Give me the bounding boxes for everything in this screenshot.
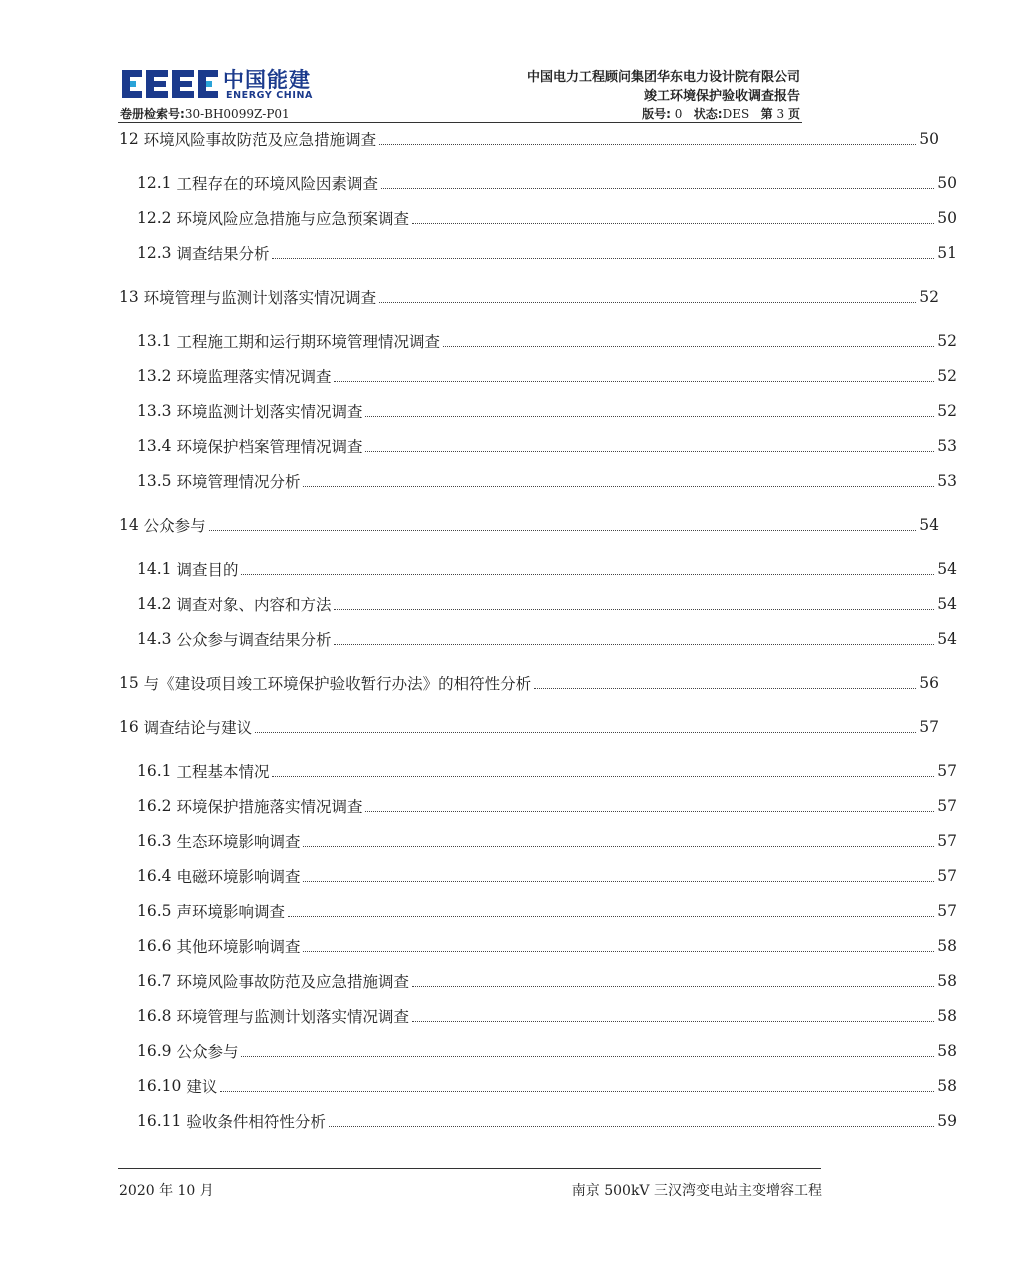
toc-leader (381, 188, 934, 189)
toc-title: 生态环境影响调查 (176, 833, 301, 851)
toc-page: 57 (937, 762, 957, 780)
toc-leader (334, 381, 934, 382)
toc-number: 13.2 (137, 367, 177, 385)
toc-page: 58 (937, 937, 957, 955)
toc-title: 声环境影响调查 (176, 903, 285, 921)
toc-title: 环境保护措施落实情况调查 (176, 798, 363, 816)
toc-entry[interactable] (0, 400, 1029, 422)
logo-english-text: ENERGY CHINA (226, 90, 313, 101)
toc-page: 54 (919, 516, 939, 534)
toc-title: 环境监测计划落实情况调查 (176, 403, 363, 421)
toc-entry[interactable] (0, 1005, 1029, 1027)
toc-page: 52 (937, 367, 957, 385)
toc-entry[interactable] (0, 470, 1029, 492)
toc-entry[interactable] (0, 172, 1029, 194)
toc-title: 验收条件相符性分析 (186, 1113, 326, 1131)
toc-number: 16.9 (137, 1042, 177, 1060)
toc-page: 54 (937, 560, 957, 578)
toc-title: 调查对象、内容和方法 (176, 596, 332, 614)
toc-number: 16.10 (137, 1077, 187, 1095)
toc-number: 16.7 (137, 972, 177, 990)
toc-page: 54 (937, 630, 957, 648)
status-label: 状态: (693, 107, 723, 121)
toc-page: 52 (919, 288, 939, 306)
toc-leader (365, 416, 934, 417)
toc-page: 58 (937, 1042, 957, 1060)
toc-page: 50 (937, 174, 957, 192)
toc-entry[interactable] (0, 128, 1011, 150)
toc-number: 16 (119, 718, 144, 736)
toc-entry[interactable] (0, 242, 1029, 264)
header-divider (118, 122, 802, 123)
toc-number: 16.4 (137, 867, 177, 885)
toc-leader (412, 1021, 934, 1022)
footer-project-name: 南京 500kV 三汉湾变电站主变增容工程 (571, 1183, 822, 1199)
toc-number: 14 (119, 516, 144, 534)
toc-leader (365, 811, 934, 812)
toc-page: 57 (937, 832, 957, 850)
toc-leader (288, 916, 934, 917)
toc-leader (209, 530, 916, 531)
toc-entry[interactable] (0, 1075, 1029, 1097)
toc-title: 环境监理落实情况调查 (176, 368, 332, 386)
toc-entry[interactable] (0, 435, 1029, 457)
toc-title: 建议 (186, 1078, 218, 1096)
toc-leader (303, 846, 934, 847)
toc-entry[interactable] (0, 830, 1029, 852)
toc-page: 58 (937, 1007, 957, 1025)
status-value: DES (722, 107, 750, 121)
toc-number: 13.5 (137, 472, 177, 490)
toc-entry[interactable] (0, 970, 1029, 992)
toc-leader (241, 574, 934, 575)
toc-entry[interactable] (0, 760, 1029, 782)
toc-entry[interactable] (0, 1110, 1029, 1132)
toc-number: 16.5 (137, 902, 177, 920)
company-name: 中国电力工程顾问集团华东电力设计院有限公司 (526, 70, 800, 85)
toc-entry[interactable] (0, 1040, 1029, 1062)
toc-entry[interactable] (0, 207, 1029, 229)
toc-title: 其他环境影响调查 (176, 938, 301, 956)
toc-entry[interactable] (0, 900, 1029, 922)
toc-page: 50 (919, 130, 939, 148)
toc-leader (329, 1126, 934, 1127)
toc-leader (334, 609, 934, 610)
toc-number: 13.4 (137, 437, 177, 455)
toc-leader (220, 1091, 934, 1092)
toc-leader (303, 881, 934, 882)
toc-number: 13.1 (137, 332, 177, 350)
toc-leader (272, 776, 934, 777)
toc-title: 与《建设项目竣工环境保护验收暂行办法》的相符性分析 (143, 675, 532, 693)
toc-number: 15 (119, 674, 144, 692)
toc-page: 57 (919, 718, 939, 736)
toc-entry[interactable] (0, 716, 1011, 738)
toc-number: 16.1 (137, 762, 177, 780)
toc-leader (534, 688, 916, 689)
report-title: 竣工环境保护验收调查报告 (643, 89, 800, 104)
toc-leader (303, 486, 934, 487)
toc-title: 环境保护档案管理情况调查 (176, 438, 363, 456)
toc-title: 电磁环境影响调查 (176, 868, 301, 886)
toc-entry[interactable] (0, 935, 1029, 957)
version-info (642, 105, 800, 122)
toc-title: 调查结论与建议 (143, 719, 253, 737)
toc-number: 16.2 (137, 797, 177, 815)
toc-title: 环境风险事故防范及应急措施调查 (143, 131, 377, 149)
toc-entry[interactable] (0, 865, 1029, 887)
toc-title: 环境管理与监测计划落实情况调查 (143, 289, 377, 307)
toc-entry[interactable] (0, 672, 1011, 694)
toc-number: 14.1 (137, 560, 177, 578)
toc-number: 12.3 (137, 244, 177, 262)
toc-title: 工程施工期和运行期环境管理情况调查 (176, 333, 440, 351)
toc-leader (241, 1056, 934, 1057)
volume-index (120, 105, 290, 122)
toc-page: 58 (937, 1077, 957, 1095)
toc-number: 16.6 (137, 937, 177, 955)
volume-index-label: 卷册检索号: (120, 107, 185, 121)
toc-number: 16.8 (137, 1007, 177, 1025)
toc-leader (443, 346, 934, 347)
toc-entry[interactable] (0, 628, 1029, 650)
toc-page: 57 (937, 797, 957, 815)
toc-page: 50 (937, 209, 957, 227)
version-value: 0 (674, 107, 683, 121)
page-suffix: 页 (787, 107, 800, 121)
toc-number: 13.3 (137, 402, 177, 420)
toc-number: 16.3 (137, 832, 177, 850)
toc-title: 调查结果分析 (176, 245, 270, 263)
version-label: 版号: (642, 107, 671, 121)
toc-page: 57 (937, 867, 957, 885)
toc-number: 12 (119, 130, 144, 148)
toc-number: 12.2 (137, 209, 177, 227)
toc-entry[interactable] (0, 795, 1029, 817)
toc-page: 53 (937, 437, 957, 455)
toc-page: 59 (937, 1112, 957, 1130)
toc-number: 16.11 (137, 1112, 187, 1130)
page-prefix: 第 (760, 107, 773, 121)
toc-page: 57 (937, 902, 957, 920)
footer-date: 2020 年 10 月 (119, 1183, 214, 1199)
toc-number: 14.3 (137, 630, 177, 648)
toc-title: 公众参与 (143, 517, 206, 535)
toc-page: 52 (937, 332, 957, 350)
toc-page: 56 (919, 674, 939, 692)
toc-page: 58 (937, 972, 957, 990)
toc-title: 公众参与调查结果分析 (176, 631, 332, 649)
toc-leader (379, 302, 916, 303)
toc-title: 工程存在的环境风险因素调查 (176, 175, 378, 193)
volume-index-value: 30-BH0099Z-P01 (184, 107, 290, 121)
toc-number: 12.1 (137, 174, 177, 192)
toc-leader (412, 223, 934, 224)
logo-chinese-text: 中国能建 (223, 68, 311, 92)
toc-number: 13 (119, 288, 144, 306)
footer-divider (118, 1168, 821, 1169)
toc-leader (365, 451, 934, 452)
toc-entry[interactable] (0, 286, 1011, 308)
toc-leader (272, 258, 934, 259)
toc-leader (412, 986, 934, 987)
toc-number: 14.2 (137, 595, 177, 613)
toc-leader (303, 951, 934, 952)
toc-leader (379, 144, 916, 145)
toc-entry[interactable] (0, 365, 1029, 387)
toc-leader (334, 644, 934, 645)
toc-title: 环境管理情况分析 (176, 473, 301, 491)
toc-page: 51 (937, 244, 957, 262)
toc-title: 环境管理与监测计划落实情况调查 (176, 1008, 409, 1026)
page-number: 3 (776, 107, 785, 121)
toc-page: 53 (937, 472, 957, 490)
toc-title: 调查目的 (176, 561, 239, 579)
toc-page: 54 (937, 595, 957, 613)
toc-title: 环境风险应急措施与应急预案调查 (176, 210, 409, 228)
toc-entry[interactable] (0, 514, 1011, 536)
toc-title: 公众参与 (176, 1043, 239, 1061)
toc-entry[interactable] (0, 330, 1029, 352)
toc-leader (255, 732, 916, 733)
toc-title: 环境风险事故防范及应急措施调查 (176, 973, 409, 991)
toc-entry[interactable] (0, 593, 1029, 615)
toc-entry[interactable] (0, 558, 1029, 580)
toc-page: 52 (937, 402, 957, 420)
toc-title: 工程基本情况 (176, 763, 270, 781)
